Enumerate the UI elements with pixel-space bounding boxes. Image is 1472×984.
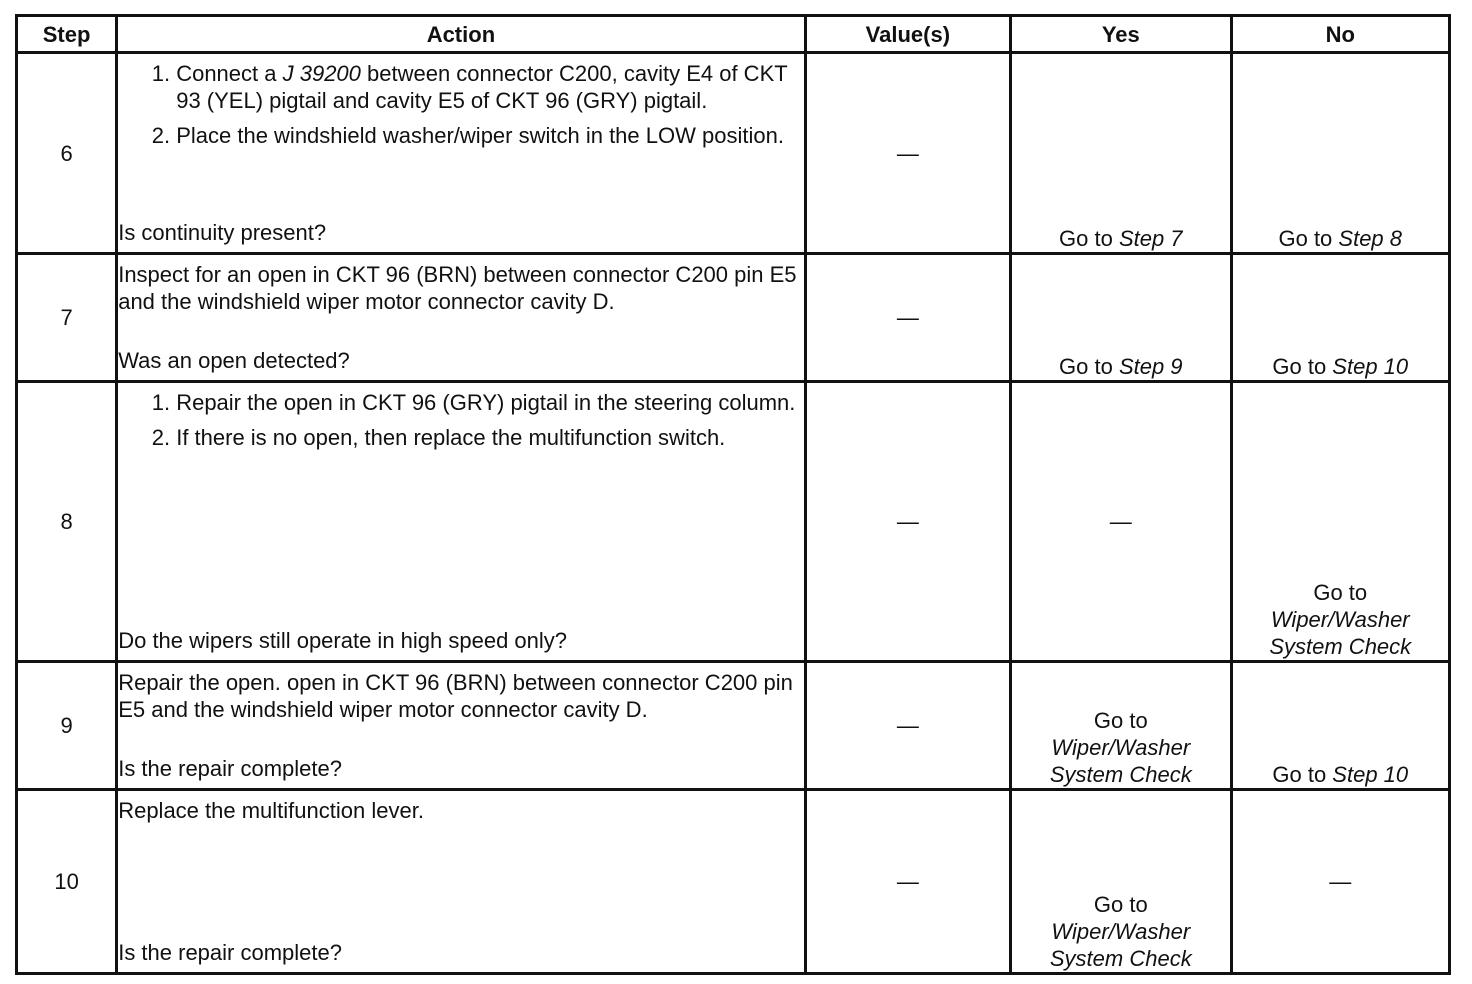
step-number: 10 (17, 790, 117, 974)
step-number: 6 (17, 53, 117, 254)
tool-reference: J 39200 (282, 61, 361, 86)
no-link: Step 8 (1338, 226, 1403, 251)
value-cell: — (805, 254, 1010, 382)
yes-link: Wiper/Washer (1051, 919, 1191, 944)
yes-cell: Go to Wiper/Washer System Check (1011, 662, 1231, 790)
no-cell: Go to Step 10 (1231, 254, 1449, 382)
action-text: Repair the open. open in CKT 96 (BRN) between connector C200 pin E5 and the windshield wiper motor connector cavity D. (118, 670, 793, 722)
value-cell: — (805, 790, 1010, 974)
header-yes: Yes (1011, 16, 1231, 53)
step-number: 8 (17, 382, 117, 662)
action-question: Is the repair complete? (118, 756, 342, 781)
header-no: No (1231, 16, 1449, 53)
no-link: Wiper/Washer (1270, 607, 1410, 632)
no-cell: Go to Step 10 (1231, 662, 1449, 790)
table-row (17, 53, 1450, 254)
yes-cell: Go to Wiper/Washer System Check (1011, 790, 1231, 974)
no-cell: — (1231, 790, 1449, 974)
action-cell (117, 254, 805, 382)
table-row (17, 790, 1450, 974)
yes-link: System Check (1049, 762, 1192, 787)
list-item: 1. Repair the open in CKT 96 (GRY) pigtail in the steering column. (176, 389, 803, 416)
diagnostic-table (15, 14, 1451, 975)
step-number: 9 (17, 662, 117, 790)
value-cell: — (805, 53, 1010, 254)
table-row (17, 254, 1450, 382)
no-link: Step 10 (1332, 354, 1409, 379)
list-item: 1. Connect a J 39200 between connector C200, cavity E4 of CKT 93 (YEL) pigtail and cavity E5 of CKT 96 (GRY) pigtail. (176, 60, 803, 114)
header-step: Step (17, 16, 117, 53)
action-question: Is continuity present? (118, 220, 327, 245)
value-cell: — (805, 382, 1010, 662)
step-number: 7 (17, 254, 117, 382)
list-item: 2. Place the windshield washer/wiper switch in the LOW position. (176, 122, 803, 149)
action-cell (117, 53, 805, 254)
no-cell: Go to Wiper/Washer System Check (1231, 382, 1449, 662)
table-row (17, 662, 1450, 790)
yes-link: Wiper/Washer (1051, 735, 1191, 760)
header-action: Action (117, 16, 805, 53)
value-cell: — (805, 662, 1010, 790)
yes-link: System Check (1049, 946, 1192, 971)
action-cell (117, 790, 805, 974)
header-values: Value(s) (805, 16, 1010, 53)
yes-link: Step 9 (1118, 354, 1183, 379)
yes-cell: Go to Step 9 (1011, 254, 1231, 382)
no-cell: Go to Step 8 (1231, 53, 1449, 254)
no-link: System Check (1269, 634, 1412, 659)
table-row (17, 382, 1450, 662)
action-text: Inspect for an open in CKT 96 (BRN) between connector C200 pin E5 and the windshield wiper motor connector cavity D. (118, 262, 797, 314)
header-row (17, 16, 1450, 53)
action-list (118, 60, 803, 157)
no-link: Step 10 (1332, 762, 1409, 787)
action-cell (117, 382, 805, 662)
action-list (118, 389, 803, 459)
action-question: Is the repair complete? (118, 940, 342, 965)
yes-link: Step 7 (1118, 226, 1183, 251)
yes-cell: — (1011, 382, 1231, 662)
action-text: Replace the multifunction lever. (118, 798, 424, 823)
action-question: Was an open detected? (118, 348, 350, 373)
list-item: 2. If there is no open, then replace the multifunction switch. (176, 424, 803, 451)
action-cell (117, 662, 805, 790)
yes-cell: Go to Step 7 (1011, 53, 1231, 254)
action-question: Do the wipers still operate in high speed only? (118, 628, 568, 653)
